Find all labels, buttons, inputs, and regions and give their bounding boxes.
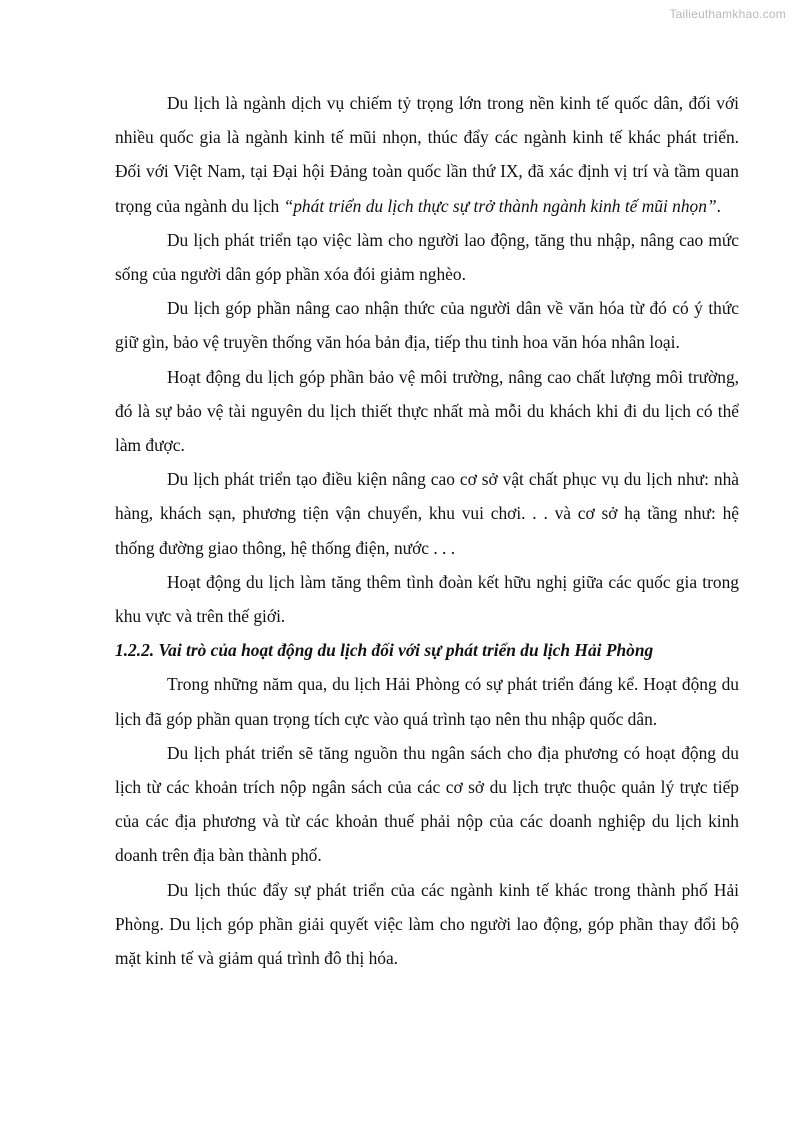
- paragraph-culture: Du lịch góp phần nâng cao nhận thức của người dân về văn hóa từ đó có ý thức giữ gìn, bảo vệ truyền thống văn hóa bản địa, tiếp thu tinh hoa văn hóa nhân loại.: [115, 298, 739, 353]
- paragraph-tourism-role: [115, 86, 739, 223]
- paragraph-economic-sectors: Du lịch thúc đẩy sự phát triển của các ngành kinh tế khác trong thành phố Hải Phòng. Du lịch góp phần giải quyết việc làm cho người lao động, góp phần thay đổi bộ mặt kinh tế và giảm quá trình đô thị hóa.: [115, 879, 739, 969]
- paragraph-haiphong-growth: Trong những năm qua, du lịch Hải Phòng có sự phát triển đáng kể. Hoạt động du lịch đã góp phần quan trọng tích cực vào quá trình tạo nên thu nhập quốc dân.: [115, 674, 739, 729]
- document-body: [115, 86, 739, 975]
- paragraph-employment: Du lịch phát triển tạo việc làm cho người lao động, tăng thu nhập, nâng cao mức sống của người dân góp phần xóa đói giảm nghèo.: [115, 229, 739, 285]
- section-heading: 1.2.2. Vai trò của hoạt động du lịch đối với sự phát triển du lịch Hải Phòng: [115, 640, 654, 661]
- paragraph-text-end: .: [716, 195, 721, 216]
- paragraph-friendship: Hoạt động du lịch làm tăng thêm tình đoàn kết hữu nghị giữa các quốc gia trong khu vực và trên thế giới.: [115, 571, 739, 627]
- paragraph-environment: Hoạt động du lịch góp phần bảo vệ môi trường, nâng cao chất lượng môi trường, đó là sự bảo vệ tài nguyên du lịch thiết thực nhất mà mỗi du khách khi đi du lịch có thể làm được.: [115, 366, 739, 456]
- party-congress-quote: “phát triển du lịch thực sự trở thành ngành kinh tế mũi nhọn”: [283, 195, 717, 216]
- watermark-text: Tailieuthamkhao.com: [669, 7, 786, 21]
- paragraph-budget-revenue: Du lịch phát triển sẽ tăng nguồn thu ngân sách cho địa phương có hoạt động du lịch từ các khoản trích nộp ngân sách của các cơ sở du lịch trực thuộc quản lý trực tiếp của các địa phương và từ các khoản thuế phải nộp của các doanh nghiệp du lịch kinh doanh trên địa bàn thành phố.: [115, 742, 739, 866]
- paragraph-text: Du lịch là ngành dịch vụ chiếm tỷ trọng lớn trong nền kinh tế quốc dân, đối với nhiều quốc gia là ngành kinh tế mũi nhọn, thúc đẩy các ngành kinh tế khác phát triển. Đối với Việt Nam, tại Đại hội Đảng toàn quốc lần thứ IX, đã xác định vị trí và tầm quan trọng của ngành du lịch: [115, 93, 739, 216]
- paragraph-infrastructure: Du lịch phát triển tạo điều kiện nâng cao cơ sở vật chất phục vụ du lịch như: nhà hàng, khách sạn, phương tiện vận chuyển, khu vui chơi. . . và cơ sở hạ tầng như: hệ thống đường giao thông, hệ thống điện, nước . . .: [115, 469, 739, 558]
